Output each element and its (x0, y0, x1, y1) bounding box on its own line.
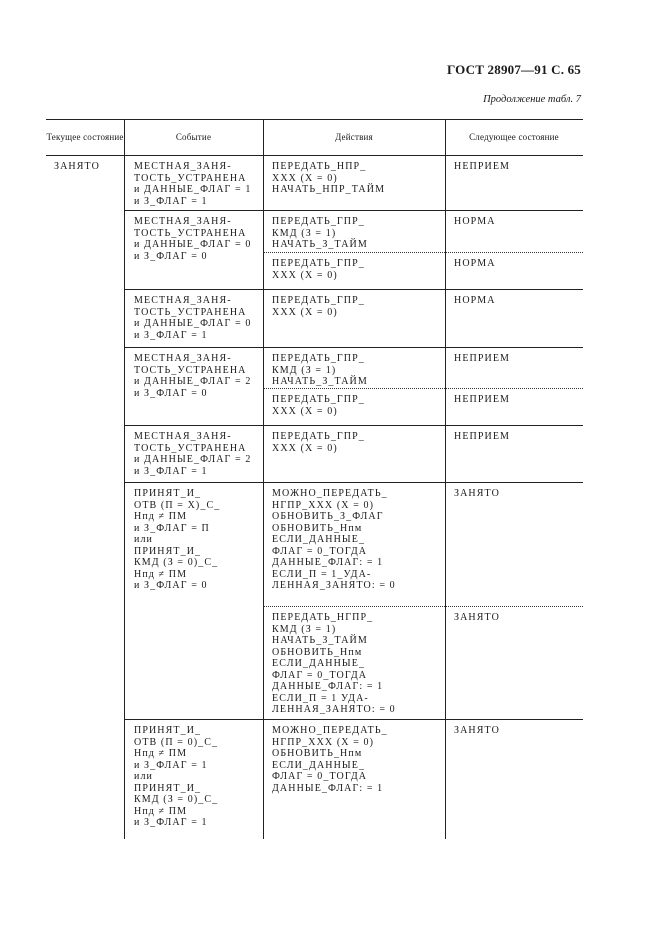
next-state-cell: НОРМА (454, 216, 496, 227)
action-cell: ПЕРЕДАТЬ_ГПР_ XXX (X = 0) (272, 394, 365, 417)
alternative-separator (263, 252, 583, 253)
next-state-cell: НОРМА (454, 295, 496, 306)
column-divider (445, 289, 446, 347)
event-cell: МЕСТНАЯ_ЗАНЯ- ТОСТЬ_УСТРАНЕНА и ДАННЫЕ_ФЛАГ = 2 и З_ФЛАГ = 0 (134, 353, 252, 399)
next-state-cell: НЕПРИЕМ (454, 394, 511, 405)
action-cell: ПЕРЕДАТЬ_ГПР_ КМД (З = 1) НАЧАТЬ_З_ТАЙМ (272, 353, 368, 387)
row-rule (124, 210, 583, 211)
action-cell: ПЕРЕДАТЬ_ГПР_ XXX (X = 0) (272, 431, 365, 454)
column-divider (445, 347, 446, 425)
row-rule (124, 482, 583, 483)
action-cell: ПЕРЕДАТЬ_НПР_ XXX (X = 0) НАЧАТЬ_НПР_ТАЙМ (272, 161, 386, 195)
column-divider (263, 119, 264, 839)
event-cell: МЕСТНАЯ_ЗАНЯ- ТОСТЬ_УСТРАНЕНА и ДАННЫЕ_ФЛАГ = 0 и З_ФЛАГ = 0 (134, 216, 252, 262)
action-cell: ПЕРЕДАТЬ_ГПР_ КМД (З = 1) НАЧАТЬ_З_ТАЙМ (272, 216, 368, 250)
next-state-cell: НЕПРИЕМ (454, 161, 511, 172)
alternative-separator (263, 388, 583, 389)
next-state-cell: ЗАНЯТО (454, 725, 500, 736)
event-cell: МЕСТНАЯ_ЗАНЯ- ТОСТЬ_УСТРАНЕНА и ДАННЫЕ_ФЛАГ = 0 и З_ФЛАГ = 1 (134, 295, 252, 341)
next-state-cell: НЕПРИЕМ (454, 431, 511, 442)
row-rule (124, 289, 583, 290)
column-divider (445, 210, 446, 289)
state-table (46, 119, 583, 839)
next-state-cell: ЗАНЯТО (454, 488, 500, 499)
next-state-cell: НОРМА (454, 258, 496, 269)
column-divider (445, 482, 446, 719)
table-caption: Продолжение табл. 7 (483, 94, 581, 105)
header-bottom-rule (46, 155, 583, 156)
action-cell: ПЕРЕДАТЬ_ГПР_ XXX (X = 0) (272, 295, 365, 318)
page-header: ГОСТ 28907—91 С. 65 (447, 62, 581, 77)
action-cell: ПЕРЕДАТЬ_ГПР_ XXX (X = 0) (272, 258, 365, 281)
row-rule (124, 425, 583, 426)
event-cell: МЕСТНАЯ_ЗАНЯ- ТОСТЬ_УСТРАНЕНА и ДАННЫЕ_ФЛАГ = 1 и З_ФЛАГ = 1 (134, 161, 252, 207)
action-cell: МОЖНО_ПЕРЕДАТЬ_ НГПР_XXX (X = 0) ОБНОВИТЬ_Нпм ЕСЛИ_ДАННЫЕ_ ФЛАГ = 0_ТОГДА ДАННЫЕ_ФЛАГ: = 1 (272, 725, 388, 794)
column-divider (445, 425, 446, 482)
action-cell: МОЖНО_ПЕРЕДАТЬ_ НГПР_XXX (X = 0) ОБНОВИТЬ_З_ФЛАГ ОБНОВИТЬ_Нпм ЕСЛИ_ДАННЫЕ_ ФЛАГ = 0_ТОГДА ДАННЫЕ_ФЛАГ: = 1 ЕСЛИ_П = 1_УДА- ЛЕННАЯ_ЗАНЯТО: = 0 (272, 488, 396, 591)
event-cell: ПРИНЯТ_И_ ОТВ (П = 0)_С_ Нпд ≠ ПМ и З_ФЛАГ = 1 или ПРИНЯТ_И_ КМД (З = 0)_С_ Нпд ≠ ПМ и З_ФЛАГ = 1 (134, 725, 219, 828)
row-rule (124, 719, 583, 720)
column-divider (124, 119, 125, 839)
next-state-cell: НЕПРИЕМ (454, 353, 511, 364)
column-header-current-state: Текущее состояние (46, 132, 124, 142)
column-header-next-state: Следующее состояние (469, 132, 559, 142)
current-state-cell: ЗАНЯТО (54, 161, 100, 172)
row-rule (124, 347, 583, 348)
event-cell: МЕСТНАЯ_ЗАНЯ- ТОСТЬ_УСТРАНЕНА и ДАННЫЕ_ФЛАГ = 2 и З_ФЛАГ = 1 (134, 431, 252, 477)
column-header-actions: Действия (335, 132, 373, 142)
event-cell: ПРИНЯТ_И_ ОТВ (П = X)_С_ Нпд ≠ ПМ и З_ФЛАГ = П или ПРИНЯТ_И_ КМД (З = 0)_С_ Нпд ≠ ПМ и З_ФЛАГ = 0 (134, 488, 221, 591)
next-state-cell: ЗАНЯТО (454, 612, 500, 623)
column-header-event: Событие (175, 132, 212, 142)
action-cell: ПЕРЕДАТЬ_НГПР_ КМД (З = 1) НАЧАТЬ_З_ТАЙМ ОБНОВИТЬ_Нпм ЕСЛИ_ДАННЫЕ_ ФЛАГ = 0_ТОГДА ДАННЫЕ_ФЛАГ: = 1 ЕСЛИ_П = 1 УДА- ЛЕННАЯ_ЗАНЯТО: = 0 (272, 612, 396, 715)
alternative-separator (263, 606, 583, 607)
column-divider (445, 719, 446, 839)
column-divider (445, 155, 446, 210)
